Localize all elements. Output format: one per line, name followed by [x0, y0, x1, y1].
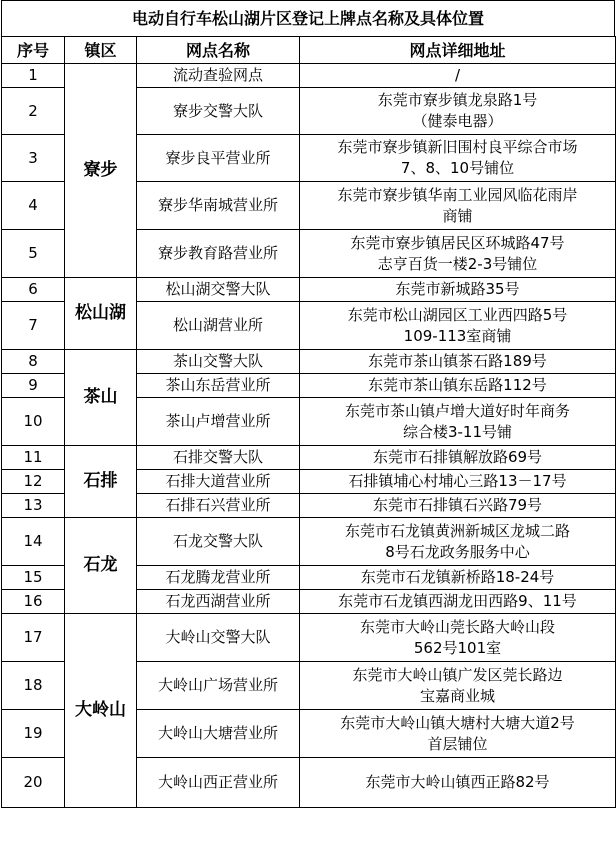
row-no: 14: [2, 518, 65, 566]
header-row: [2, 37, 616, 64]
row-address: 东莞市寮步镇居民区环城路47号 志亨百货一楼2-3号铺位: [300, 230, 616, 278]
row-name: 大岭山广场营业所: [137, 662, 300, 710]
row-address: 东莞市大岭山莞长路大岭山段 562号101室: [300, 614, 616, 662]
row-no: 15: [2, 566, 65, 590]
row-name: 大岭山大塘营业所: [137, 710, 300, 758]
district-cell: 茶山: [65, 350, 137, 446]
row-no: 3: [2, 135, 65, 182]
row-name: 石龙西湖营业所: [137, 590, 300, 614]
row-no: 20: [2, 758, 65, 808]
row-name: 流动查验网点: [137, 64, 300, 88]
row-no: 4: [2, 182, 65, 230]
row-no: 1: [2, 64, 65, 88]
row-name: 茶山卢增营业所: [137, 398, 300, 446]
row-name: 茶山东岳营业所: [137, 374, 300, 398]
row-name: 石龙交警大队: [137, 518, 300, 566]
row-name: 大岭山交警大队: [137, 614, 300, 662]
row-address: 石排镇埔心村埔心三路13－17号: [300, 470, 616, 494]
row-no: 5: [2, 230, 65, 278]
table-row: [2, 614, 616, 662]
row-address: 东莞市寮步镇华南工业园风临花雨岸 商铺: [300, 182, 616, 230]
row-name: 石龙腾龙营业所: [137, 566, 300, 590]
table-row: [2, 350, 616, 374]
table-row: [2, 518, 616, 566]
row-address: 东莞市石龙镇黄洲新城区龙城二路 8号石龙政务服务中心: [300, 518, 616, 566]
row-no: 13: [2, 494, 65, 518]
district-cell: 大岭山: [65, 614, 137, 808]
table-row: [2, 64, 616, 88]
row-name: 大岭山西正营业所: [137, 758, 300, 808]
row-address: 东莞市大岭山镇大塘村大塘大道2号 首层铺位: [300, 710, 616, 758]
row-no: 9: [2, 374, 65, 398]
row-address: 东莞市松山湖园区工业西四路5号 109-113室商铺: [300, 302, 616, 350]
row-no: 6: [2, 278, 65, 302]
row-no: 17: [2, 614, 65, 662]
row-name: 寮步教育路营业所: [137, 230, 300, 278]
row-name: 石排石兴营业所: [137, 494, 300, 518]
row-name: 松山湖营业所: [137, 302, 300, 350]
row-address: 东莞市寮步镇新旧围村良平综合市场 7、8、10号铺位: [300, 135, 616, 182]
row-no: 11: [2, 446, 65, 470]
row-address: 东莞市石排镇解放路69号: [300, 446, 616, 470]
row-name: 茶山交警大队: [137, 350, 300, 374]
row-name: 寮步交警大队: [137, 88, 300, 135]
row-address: 东莞市寮步镇龙泉路1号 （健泰电器）: [300, 88, 616, 135]
row-address: 东莞市大岭山镇广发区莞长路边 宝嘉商业城: [300, 662, 616, 710]
district-cell: 寮步: [65, 64, 137, 278]
row-no: 18: [2, 662, 65, 710]
row-address: 东莞市石龙镇新桥路18-24号: [300, 566, 616, 590]
district-cell: 石龙: [65, 518, 137, 614]
header-district: 镇区: [65, 37, 137, 64]
row-address: 东莞市茶山镇东岳路112号: [300, 374, 616, 398]
row-no: 7: [2, 302, 65, 350]
row-address: 东莞市茶山镇茶石路189号: [300, 350, 616, 374]
district-cell: 石排: [65, 446, 137, 518]
row-name: 松山湖交警大队: [137, 278, 300, 302]
row-address: 东莞市大岭山镇西正路82号: [300, 758, 616, 808]
row-no: 12: [2, 470, 65, 494]
header-name: 网点名称: [137, 37, 300, 64]
district-cell: 松山湖: [65, 278, 137, 350]
row-no: 8: [2, 350, 65, 374]
row-no: 19: [2, 710, 65, 758]
row-name: 石排大道营业所: [137, 470, 300, 494]
header-no: 序号: [2, 37, 65, 64]
row-no: 16: [2, 590, 65, 614]
registration-sheet: [1, 0, 615, 808]
sheet-title: 电动自行车松山湖片区登记上牌点名称及具体位置: [1, 0, 615, 36]
row-address: 东莞市石排镇石兴路79号: [300, 494, 616, 518]
header-address: 网点详细地址: [300, 37, 616, 64]
row-address: /: [300, 64, 616, 88]
row-no: 2: [2, 88, 65, 135]
row-no: 10: [2, 398, 65, 446]
row-address: 东莞市新城路35号: [300, 278, 616, 302]
row-name: 石排交警大队: [137, 446, 300, 470]
row-name: 寮步良平营业所: [137, 135, 300, 182]
locations-table: [1, 36, 616, 808]
row-address: 东莞市石龙镇西湖龙田西路9、11号: [300, 590, 616, 614]
row-address: 东莞市茶山镇卢增大道好时年商务 综合楼3-11号铺: [300, 398, 616, 446]
table-row: [2, 278, 616, 302]
table-row: [2, 446, 616, 470]
row-name: 寮步华南城营业所: [137, 182, 300, 230]
